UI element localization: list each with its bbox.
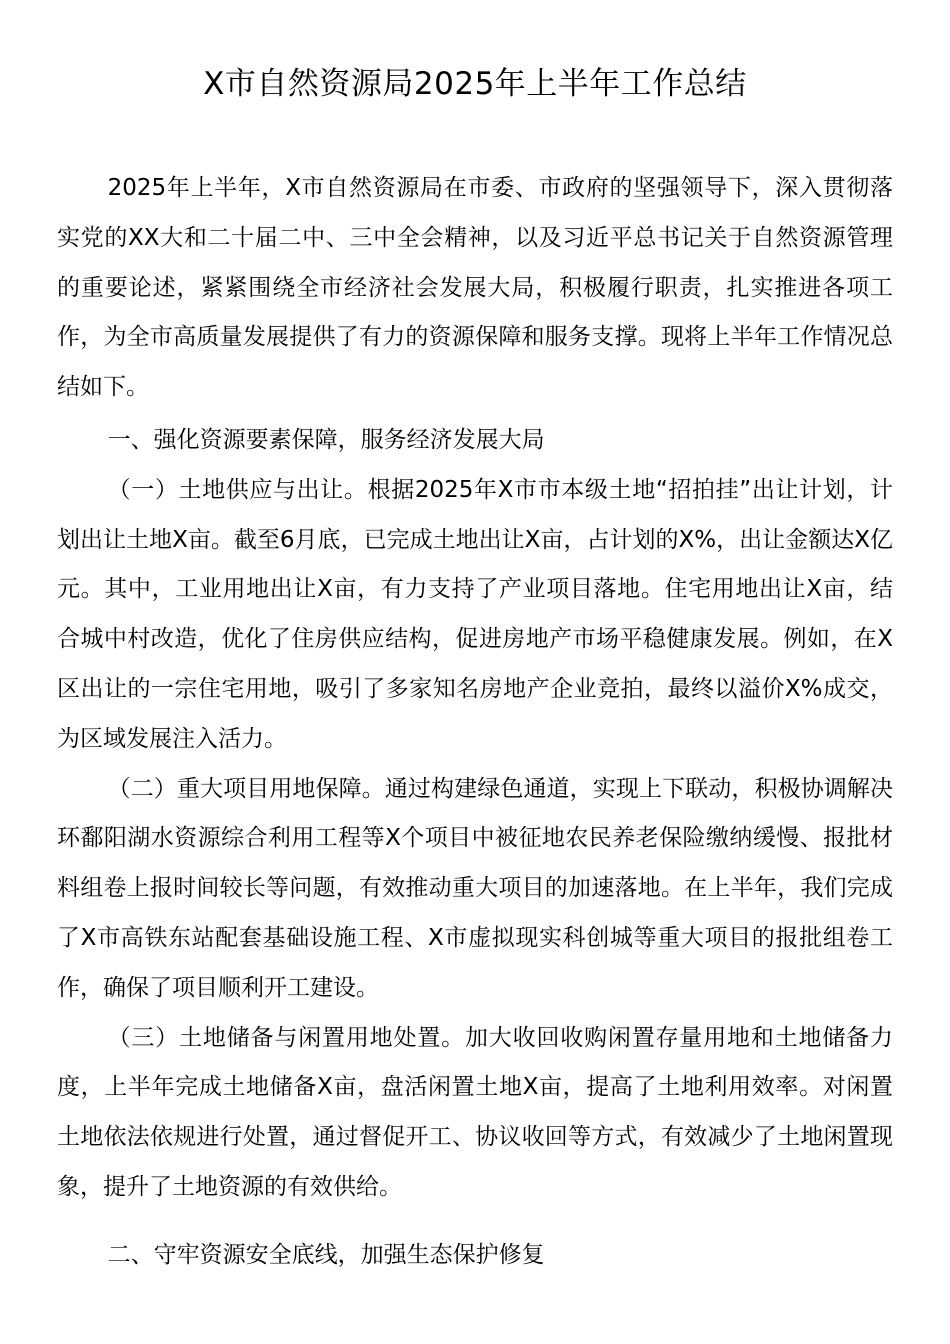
document-title: X市自然资源局2025年上半年工作总结	[203, 66, 747, 102]
document-body	[57, 164, 893, 1281]
section-heading-1: 一、强化资源要素保障，服务经济发展大局	[107, 426, 545, 453]
section1-item1-paragraph: （一）土地供应与出让。根据2025年X市市本级土地“招拍挂”出让计划，计划出让土地X亩。截至6月底，已完成土地出让X亩，占计划的X%，出让金额达X亿元。其中，工业用地出让X亩，有力支持了产业项目落地。住宅用地出让X亩，结合城中村改造，优化了住房供应结构，促进房地产市场平稳健康发展。例如，在X区出让的一宗住宅用地，吸引了多家知名房地产企业竞拍，最终以溢价X%成交，为区域发展注入活力。	[57, 476, 893, 752]
intro-paragraph: 2025年上半年，X市自然资源局在市委、市政府的坚强领导下，深入贯彻落实党的XX大和二十届二中、三中全会精神，以及习近平总书记关于自然资源管理的重要论述，紧紧围绕全市经济社会发展大局，积极履行职责，扎实推进各项工作，为全市高质量发展提供了有力的资源保障和服务支撑。现将上半年工作情况总结如下。	[57, 175, 893, 401]
section-heading-2: 二、守牢资源安全底线，加强生态保护修复	[107, 1241, 545, 1268]
section1-item2-paragraph: （二）重大项目用地保障。通过构建绿色通道，实现上下联动，积极协调解决环鄱阳湖水资源综合利用工程等X个项目中被征地农民养老保险缴纳缓慢、报批材料组卷上报时间较长等问题，有效推动重大项目的加速落地。在上半年，我们完成了X市高铁东站配套基础设施工程、X市虚拟现实科创城等重大项目的报批组卷工作，确保了项目顺利开工建设。	[57, 775, 893, 1001]
section1-item3-paragraph: （三）土地储备与闲置用地处置。加大收回收购闲置存量用地和土地储备力度，上半年完成土地储备X亩，盘活闲置土地X亩，提高了土地利用效率。对闲置土地依法依规进行处置，通过督促开工、协议收回等方式，有效减少了土地闲置现象，提升了土地资源的有效供给。	[57, 1024, 893, 1200]
